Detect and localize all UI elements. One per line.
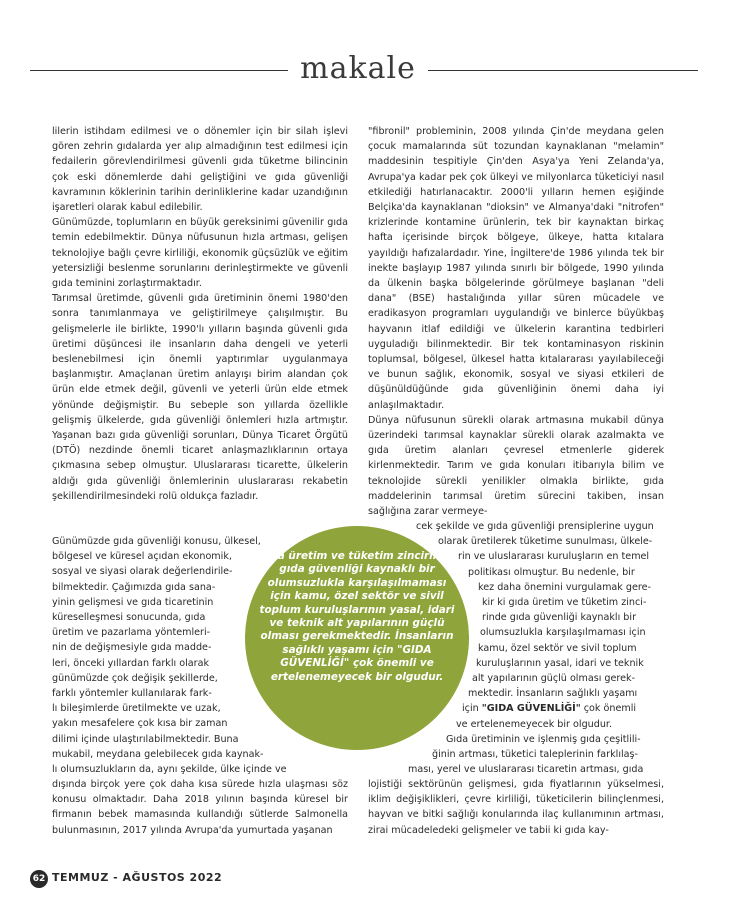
text-line: olarak üretilerek tüketime sunulması, ülkele- <box>438 536 653 548</box>
page-number: 62 <box>30 870 48 888</box>
text-line: kamu, özel sektör ve sivil toplum <box>478 642 637 654</box>
left-column <box>52 124 348 504</box>
text-line: rinde gıda güvenliği kaynaklı bir <box>482 612 637 624</box>
paragraph: lojistiği sektörünün gelişmesi, gıda fiyatlarının yükselmesi, iklim değişiklikleri, çevre kirliliği, tüketicilerin bilinçlenmesi, hayvan ve bitki sağlığı konularında ilaç kullanımının artması, zirai mücadeledeki gelişmeler ve tabii ki gıda kay- <box>368 779 664 836</box>
right-column <box>368 124 664 519</box>
pullquote-text: gıda üretim ve tüketim zincirinde gıda güvenliği kaynaklı bir olumsuzlukla karşılaşılmaması için kamu, özel sektör ve sivil toplum kuruluşlarının yasal, idari ve teknik alt yapılarının güçlü olması gerekmektedir. İnsanların sağlıklı yaşamı için "GIDA GÜVENLİĞİ" çok önemli ve ertelenemeyecek bir olgudur. <box>259 550 455 683</box>
text-line <box>462 701 664 716</box>
text-line: sosyal ve siyasi olarak değerlendirile- <box>52 566 233 578</box>
left-column-bottom <box>52 777 348 838</box>
text-line: rin ve uluslararası kuruluşların en temel <box>458 551 650 563</box>
text-line: ve ertelenemeyecek bir olgudur. <box>456 718 613 730</box>
emphasis-text: "GIDA GÜVENLİĞİ" <box>481 703 581 715</box>
text-line: ması, yerel ve uluslararası ticaretin artması, gıda <box>408 764 644 776</box>
text-line: kez daha önemini vurgulamak gere- <box>478 581 652 593</box>
paragraph: Tarımsal üretimde, güvenli gıda üretiminin önemi 1980'den sonra tanımlanmaya ve geliştirilmeye çalışılmıştır. Bu gelişmelerle ile birlikte, 1990'lı yılların başında güvenli gıda üretimi düşüncesi ile insanların daha dengeli ve yeterli beslenebilmesi için önemli yaptırımlar uygulanmaya başlanmıştır. Amaçlanan üretim anlayışı birim alandan çok ürün elde etmek değil, güvenli ve yeterli ürün elde etmek yönünde değişmiştir. Bu sebeple son yıllarda özellikle gelişmiş ülkelerde, gıda güvenliği önlemleri hızla artmıştır. Yaşanan bazı gıda güvenliği sorunları, Dünya Ticaret Örgütü (DTÖ) nezdinde önemli ticaret anlaşmazlıklarının ortaya çıkmasına sebep olmuştur. Uluslararası ticarette, ülkelerin aldığı gıda güvenliği önlemlerinin uluslararası rekabetin şekillendirilmesindeki rolü oldukça fazladır. <box>52 293 348 502</box>
text-line: olumsuzlukla karşılaşılmaması için <box>480 627 646 639</box>
right-column-bottom <box>368 777 664 838</box>
paragraph: Dünya nüfusunun sürekli olarak artmasına mukabil dünya üzerindeki tarımsal kaynaklar sürekli olarak azalmakta ve gıda üretim alanları çevresel etmenlerle giderek kirlenmektedir. Tarım ve gıda konuları itibarıyla bilim ve teknolojide sürekli yenilikler olmakla birlikte, gıda maddelerinin tarımsal üretim sürecini takiben, insan sağlığına zarar vermeye- <box>368 414 664 518</box>
paragraph: Günümüzde, toplumların en büyük gereksinimi güvenilir gıda temin edebilmektir. Dünya nüfusunun hızla artması, gelişen teknolojiye bağlı çevre kirliliği, ekonomik güçsüzlük ve eğitim yetersizliği beslenme sorunlarını derinleştirmekte ve güvenli gıda teminini zorlaştırmaktadır. <box>52 217 348 290</box>
text-line: dilimi içinde ulaştırılabilmektedir. Buna <box>52 733 239 745</box>
text-line: bilmektedir. Çağımızda gıda sana- <box>52 581 216 593</box>
section-title: makale <box>300 51 416 86</box>
paragraph: dışında birçok yere çok daha kısa sürede hızla ulaşması söz konusu olmaktadır. Daha 2018 yılının başında küresel bir firmanın bebek mamasında kullandığı sütlerde Salmonella bulunmasının, 2017 yılında Avrupa'da yumurtada yaşanan <box>52 779 348 836</box>
text-line: Gıda üretiminin ve işlenmiş gıda çeşitlili- <box>446 733 641 745</box>
text-line: Günümüzde gıda güvenliği konusu, ülkesel, <box>52 536 261 547</box>
text-line: bölgesel ve küresel açıdan ekonomik, <box>52 551 232 563</box>
text-line: lı bileşimlerde üretilmekte ve uzak, <box>52 703 221 715</box>
text-line: kuruluşlarının yasal, idari ve teknik <box>476 657 644 669</box>
header-rule-left <box>30 70 288 71</box>
text-line: nin de değişmesiyle gıda madde- <box>52 642 212 654</box>
text-line: üretim ve pazarlama yöntemleri- <box>52 627 211 639</box>
header-rule-right <box>428 70 698 71</box>
text-line: yinin gelişmesi ve gıda ticaretinin <box>52 596 214 608</box>
text-line: cek şekilde ve gıda güvenliği prensiplerine uygun <box>416 521 654 532</box>
text-line: ğinin artması, tüketici taleplerinin farklılaş- <box>432 749 639 761</box>
text-line: küreselleşmesi sonucunda, gıda <box>52 612 206 624</box>
text-line: mukabil, meydana gelebilecek gıda kaynak- <box>52 748 264 760</box>
text-line: leri, önceki yıllardan farklı olarak <box>52 657 210 669</box>
issue-date: TEMMUZ - AĞUSTOS 2022 <box>52 871 223 884</box>
text-fragment: çok önemli <box>580 703 637 715</box>
paragraph: lilerin istihdam edilmesi ve o dönemler için bir silah işlevi gören zehrin gıdalarda yer alıp almadığının test edilmesi için fedailerin görevlendirilmesi güvenli gıda tüketme bilincinin çok eski dönemlerde dahi geliştiğini ve gıda güvenliği kavramının köklerinin tarihin derinliklerine kadar uzandığının işaretleri olarak kabul edilebilir. <box>52 126 348 214</box>
paragraph: "fibronil" probleminin, 2008 yılında Çin'de meydana gelen çocuk mamalarında süt tozundan kaynaklanan "melamin" maddesinin tespitiyle Çin'den Asya'ya Yeni Zelanda'ya, Avrupa'ya kadar pek çok ülkeyi ve milyonlarca tüketiciyi nasıl etkilediği hatırlanacaktır. 2000'li yılların hemen eşiğinde Belçika'da kaynaklanan "dioksin" ve Almanya'daki "nitrofen" krizlerinde kontamine ürünlerin, tek bir kaynaktan birkaç hafta içerisinde birçok bölgeye, ülkeye, hatta kıtalara yayıldığı hafızalardadır. Yine, İngiltere'de 1986 yılında tek bir inekte başlayıp 1987 yılında sınırlı bir bölgede, 1990 yılında da ülkenin başka bölgelerinde görülmeye başlanan "deli dana" (BSE) hastalığında yıllar süren mücadele ve eradikasyon programları uygulandığı ve binlerce büyükbaş hayvanın itlaf edildiği ve ülkelerin karantina tedbirleri uyguladığı bilinmektedir. Bir tek kontaminasyon riskinin toplumsal, bölgesel, ülkesel hatta kıtalararası yayılabileceği ve bunun sağlık, ekonomik, sosyal ve siyasi etkileri de düşünüldüğünde gıda güvenliğinin önemi daha iyi anlaşılmaktadır. <box>368 126 664 411</box>
text-line: lı olumsuzlukların da, aynı şekilde, ülke içinde ve <box>52 764 287 776</box>
text-line: mektedir. İnsanların sağlıklı yaşamı <box>468 688 638 700</box>
text-line: politikası olmuştur. Bu nedenle, bir <box>468 566 635 578</box>
text-line: kir ki gıda üretim ve tüketim zinci- <box>482 597 647 609</box>
text-line: günümüzde çok değişik şekillerde, <box>52 672 218 684</box>
text-line: farklı yöntemler kullanılarak fark- <box>52 688 212 700</box>
text-fragment: için <box>462 703 482 715</box>
text-line: yakın mesafelere çok kısa bir zaman <box>52 718 228 730</box>
text-line: alt yapılarının güçlü olması gerek- <box>472 673 636 685</box>
